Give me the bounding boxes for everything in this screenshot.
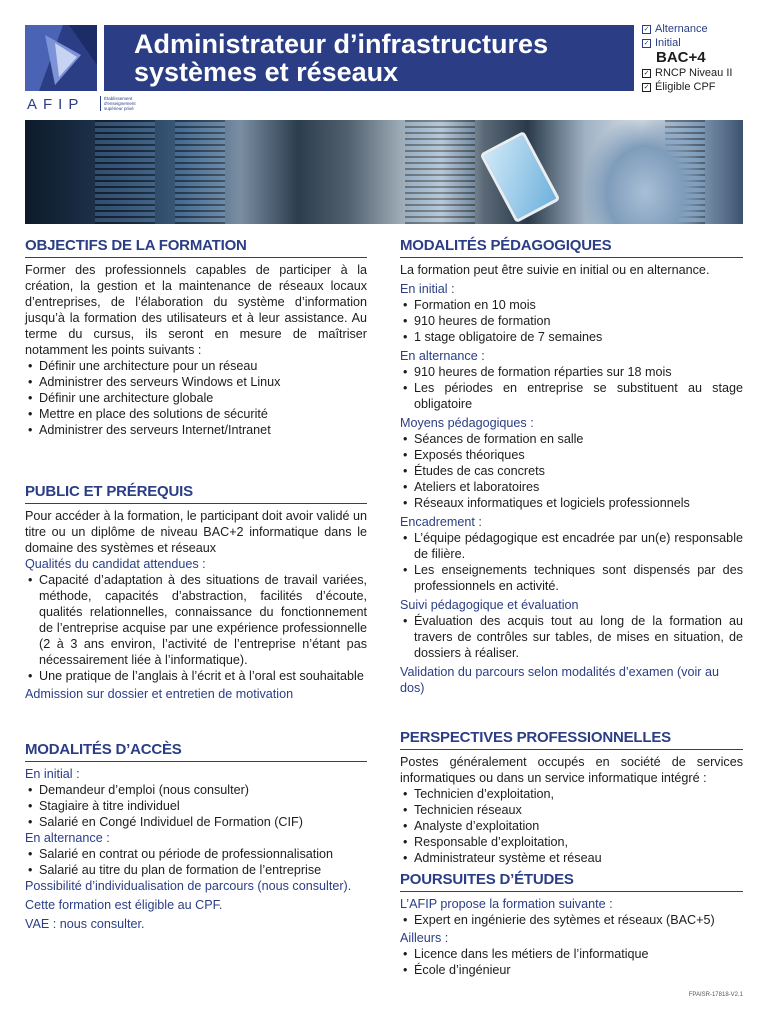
acces-note-individualisation: Possibilité d’individualisation de parcours (nous consulter). — [25, 879, 352, 893]
badge-initial: ✓ Initial — [643, 37, 681, 49]
pedago-heading: MODALITÉS PÉDAGOGIQUES — [400, 236, 743, 258]
badge-rncp: ✓ RNCP Niveau II — [643, 67, 733, 79]
list-item: • 1 stage obligatoire de 7 semaines — [400, 329, 743, 345]
list-item: • Définir une architecture globale — [25, 390, 367, 406]
pedago-alternance-label: En alternance : — [400, 349, 485, 363]
pedago-alternance-list — [400, 364, 743, 412]
list-item: • 910 heures de formation réparties sur 18 mois — [400, 364, 743, 380]
list-item: • Les périodes en entreprise se substituent au stage obligatoire — [400, 380, 743, 412]
list-item: • Administrer des serveurs Windows et Linux — [25, 374, 367, 390]
list-item: • Une pratique de l’anglais à l’écrit et à l’oral est souhaitable — [25, 668, 367, 684]
checkbox-icon: ✓ — [643, 25, 650, 33]
afip-logo — [25, 25, 97, 91]
acces-initial-label: En initial : — [25, 767, 80, 781]
poursuites-heading: POURSUITES D’ÉTUDES — [400, 870, 743, 892]
list-item: • Séances de formation en salle — [400, 431, 743, 447]
right-column — [400, 236, 743, 978]
list-item: • Définir une architecture pour un réseau — [25, 358, 367, 374]
list-item: • Technicien réseaux — [400, 802, 743, 818]
afip-wordmark: AFIP — [27, 96, 85, 113]
list-item: • Salarié en contrat ou période de professionnalisation — [25, 846, 367, 862]
qualites-label: Qualités du candidat attendues : — [25, 557, 206, 571]
list-item: • Ateliers et laboratoires — [400, 479, 743, 495]
list-item: • Responsable d’exploitation, — [400, 834, 743, 850]
badges — [642, 22, 762, 94]
qualites-list — [25, 572, 367, 684]
checkbox-icon: ✓ — [643, 83, 650, 91]
list-item: • Administrateur système et réseau — [400, 850, 743, 866]
list-item: • Les enseignements techniques sont dispensés par des professionnels en activité. — [400, 562, 743, 594]
page-title: Administrateur d’infrastructures systèmes et réseaux — [134, 29, 549, 87]
section-pedago — [400, 236, 743, 696]
objectifs-heading: OBJECTIFS DE LA FORMATION — [25, 236, 367, 258]
list-item: • Salarié au titre du plan de formation de l’entreprise — [25, 862, 367, 878]
banner-photo — [25, 120, 743, 224]
acces-note-vae: VAE : nous consulter. — [25, 917, 145, 931]
acces-alternance-label: En alternance : — [25, 831, 110, 845]
acces-alternance-list — [25, 846, 367, 878]
list-item: • École d’ingénieur — [400, 962, 743, 978]
list-item: • Mettre en place des solutions de sécurité — [25, 406, 367, 422]
list-item: • Technicien d’exploitation, — [400, 786, 743, 802]
pedago-initial-list — [400, 297, 743, 345]
acces-note-cpf: Cette formation est éligible au CPF. — [25, 898, 223, 912]
list-item: • Analyste d’exploitation — [400, 818, 743, 834]
suivi-label: Suivi pédagogique et évaluation — [400, 598, 579, 612]
list-item: • Formation en 10 mois — [400, 297, 743, 313]
section-perspectives — [400, 728, 743, 866]
poursuites-ailleurs-list — [400, 946, 743, 978]
public-heading: PUBLIC ET PRÉREQUIS — [25, 482, 367, 504]
perspectives-intro: Postes généralement occupés en société de services informatiques ou dans un service informatique intégré : — [400, 755, 743, 785]
list-item: • Capacité d’adaptation à des situations de travail variées, méthode, capacités d’abstraction, facilités d’écoute, qualités relationnelles, connaissance du fonctionnement de l’entreprise acquise par une expérience professionnelle (2 à 3 ans environ, l’activité de l’entreprise n’étant pas nécessairement liée à l’informatique). — [25, 572, 367, 668]
validation-note: Validation du parcours selon modalités d’examen (voir au dos) — [400, 665, 719, 695]
left-column — [25, 236, 367, 932]
section-poursuites — [400, 870, 743, 978]
objectifs-intro: Former des professionnels capables de participer à la création, la gestion et la maintenance de réseaux locaux d’entreprises, de l’élaboration du système d’information jusqu’à la formation des utilisateurs et à leur assistance. Au terme du cursus, ils seront en mesure de maîtriser notamment les points suivants : — [25, 263, 367, 357]
encadrement-label: Encadrement : — [400, 515, 482, 529]
acces-heading: MODALITÉS D’ACCÈS — [25, 740, 367, 762]
section-public — [25, 482, 367, 702]
poursuites-afip-list — [400, 912, 743, 928]
title-band — [104, 25, 634, 91]
list-item: • Exposés théoriques — [400, 447, 743, 463]
afip-tagline: Établissement d'enseignement supérieur privé — [100, 96, 150, 111]
list-item: • Réseaux informatiques et logiciels professionnels — [400, 495, 743, 511]
acces-initial-list — [25, 782, 367, 830]
perspectives-heading: PERSPECTIVES PROFESSIONNELLES — [400, 728, 743, 750]
tablet-icon — [480, 131, 561, 223]
poursuites-ailleurs-label: Ailleurs : — [400, 931, 449, 945]
list-item: • 910 heures de formation — [400, 313, 743, 329]
list-item: • Expert en ingénierie des sytèmes et réseaux (BAC+5) — [400, 912, 743, 928]
public-intro: Pour accéder à la formation, le participant doit avoir validé un titre ou un diplôme de niveau BAC+2 informatique dans le domaine des systèmes et réseaux — [25, 509, 367, 555]
suivi-list — [400, 613, 743, 661]
moyens-label: Moyens pédagogiques : — [400, 416, 534, 430]
checkbox-icon: ✓ — [643, 39, 650, 47]
pedago-intro: La formation peut être suivie en initial ou en alternance. — [400, 263, 710, 277]
list-item: • Licence dans les métiers de l’informatique — [400, 946, 743, 962]
pedago-initial-label: En initial : — [400, 282, 455, 296]
admission-note: Admission sur dossier et entretien de motivation — [25, 687, 294, 701]
encadrement-list — [400, 530, 743, 594]
checkbox-icon: ✓ — [643, 69, 650, 77]
poursuites-afip-label: L’AFIP propose la formation suivante : — [400, 897, 613, 911]
document-reference: FPAISR-17818-V2.1 — [688, 992, 743, 998]
list-item: • Études de cas concrets — [400, 463, 743, 479]
objectifs-list — [25, 358, 367, 438]
list-item: • Demandeur d’emploi (nous consulter) — [25, 782, 367, 798]
list-item: • Stagiaire à titre individuel — [25, 798, 367, 814]
moyens-list — [400, 431, 743, 511]
list-item: • Évaluation des acquis tout au long de la formation au travers de contrôles sur tables, de mises en situation, de dossiers à réaliser. — [400, 613, 743, 661]
section-acces — [25, 740, 367, 932]
list-item: • Salarié en Congé Individuel de Formation (CIF) — [25, 814, 367, 830]
badge-level: BAC+4 — [656, 49, 706, 66]
badge-cpf: ✓ Éligible CPF — [643, 81, 716, 93]
list-item: • L’équipe pédagogique est encadrée par un(e) responsable de filière. — [400, 530, 743, 562]
list-item: • Administrer des serveurs Internet/Intranet — [25, 422, 367, 438]
perspectives-list — [400, 786, 743, 866]
section-objectifs — [25, 236, 367, 438]
badge-alternance: ✓ Alternance — [643, 23, 708, 35]
